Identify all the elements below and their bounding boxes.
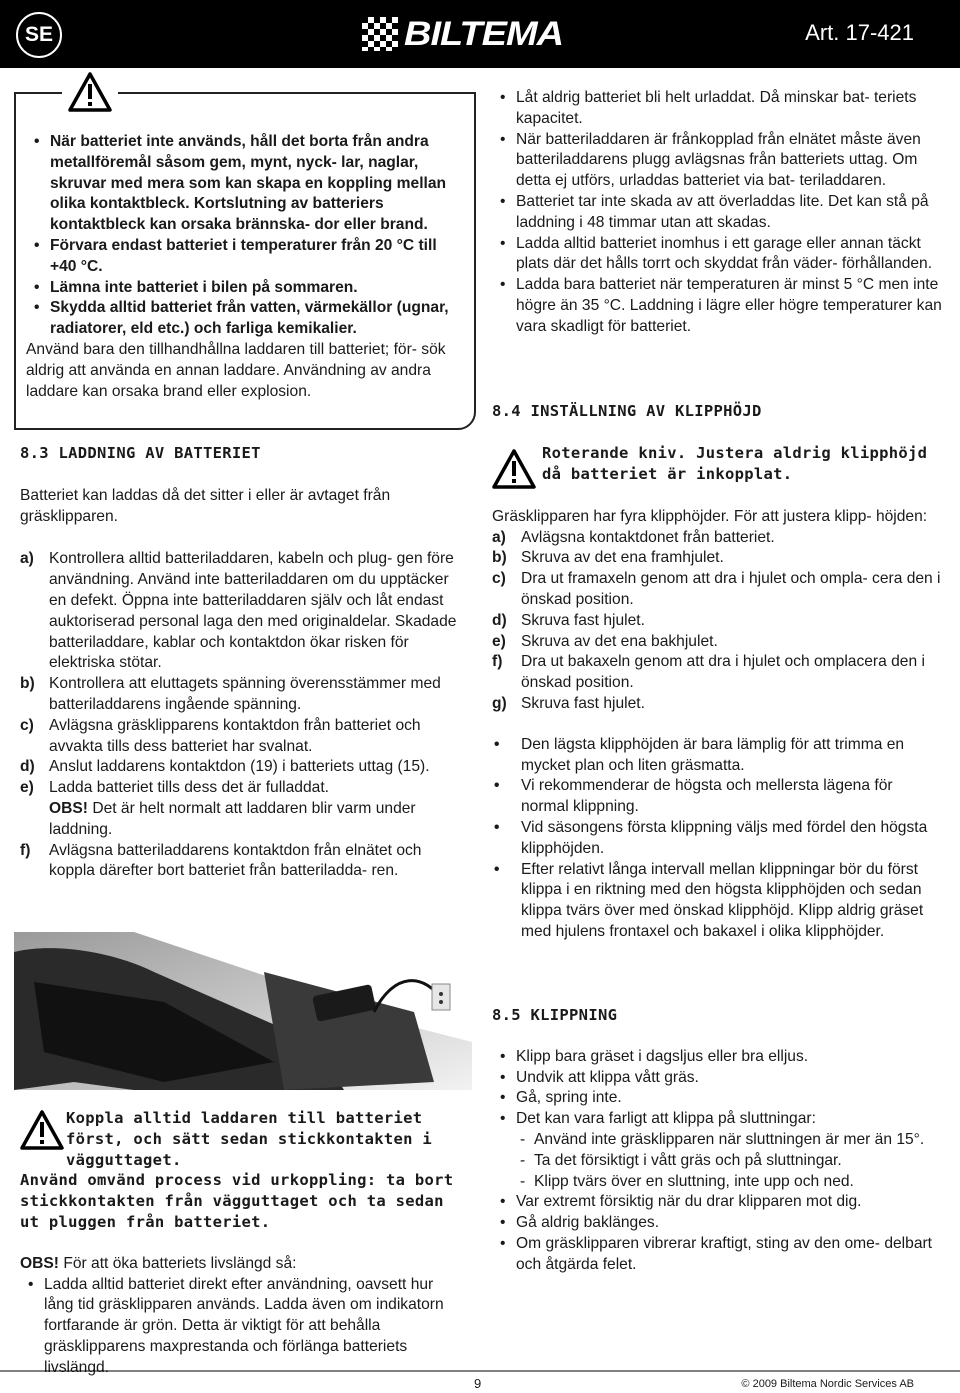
tip-bullet: • Batteriet tar inte skada av att överladdas lite. Det kan stå på laddning i 48 timmar utan att skadas. (492, 192, 942, 234)
mowing-bullet: • Var extremt försiktig när du drar klipparen mot dig. (492, 1192, 942, 1213)
warning-bullet: • Lämna inte batteriet i bilen på sommaren. (26, 278, 466, 299)
slope-dash: - Klipp tvärs över en sluttning, inte upp och ned. (492, 1172, 942, 1193)
step-item (492, 632, 942, 653)
page-header (0, 0, 960, 68)
step-item (20, 778, 470, 799)
warning-bullet: • Skydda alltid batteriet från vatten, värmekällor (ugnar, radiatorer, eld etc.) och farliga kemikalier. (26, 298, 466, 340)
tip-bullet: • Ladda alltid batteriet inomhus i ett garage eller annan täckt plats där det hålls torrt och skyddat från väder- förhållanden. (492, 234, 942, 276)
section-intro: Gräsklipparen har fyra klipphöjder. För att justera klipp- höjden: (492, 507, 928, 525)
step-item (492, 528, 942, 549)
step-text: Dra ut bakaxeln genom att dra i hjulet och omplacera den i önskad position. (521, 653, 925, 692)
step-letter: b) (20, 675, 35, 693)
steps-list (20, 549, 470, 882)
step-item (492, 652, 942, 694)
section-heading: 8.4 INSTÄLLNING AV KLIPPHÖJD (492, 402, 762, 420)
step-item (20, 549, 470, 674)
charging-photo (14, 932, 472, 1090)
step-text: Kontrollera att eluttagets spänning överensstämmer med batteriladdarens ingående spänning. (49, 675, 441, 713)
step-letter: a) (492, 528, 506, 546)
height-tips (492, 735, 942, 943)
obs-bullet: • Ladda alltid batteriet direkt efter användning, oavsett hur lång tid gräsklipparen används. Ladda även om indikatorn fortfarande är grön. Detta är viktigt för att behålla gräsklipparens maxprestanda och förlänga batteriets livslängd. (20, 1275, 465, 1379)
step-item (492, 694, 942, 715)
height-tip: • Den lägsta klipphöjden är bara lämplig för att trimma en mycket plan och liten gräsmatta. (494, 735, 905, 774)
step-letter: d) (492, 611, 507, 629)
copyright: © 2009 Biltema Nordic Services AB (741, 1378, 914, 1390)
step-text: Kontrollera alltid batteriladdaren, kabeln och plug- gen före användning. Använd inte batteriladdaren om du upptäcker en defekt. Öppna inte batteriladdaren själv och låt endast auktoriserad personal laga den med originaldelar. Skadade batteriladdare, kablar och kontaktdon ökar risken för elektriska stötar. (49, 550, 457, 672)
tip-bullet: • Ladda bara batteriet när temperaturen är minst 5 °C men inte högre än 35 °C. Laddning i lägre eller högre temperaturer kan vara skadligt för batteriet. (492, 275, 942, 337)
step-item (492, 611, 942, 632)
language-badge: SE (16, 12, 62, 58)
step-item (20, 757, 470, 778)
step-text: Skruva fast hjulet. (521, 694, 645, 712)
footer-divider (0, 1370, 960, 1374)
step-text: Avlägsna gräsklipparens kontaktdon från batteriet och avvakta tills dess batteriet har svalnat. (49, 716, 421, 755)
step-text: Avlägsna batteriladdarens kontaktdon från elnätet och koppla därefter bort batteriet från batteriladda- ren. (49, 841, 422, 880)
step-letter: c) (492, 570, 506, 588)
section-intro: Batteriet kan laddas då det sitter i eller är avtaget från gräsklipparen. (20, 486, 391, 525)
tip-bullet: • Låt aldrig batteriet bli helt urladdat. Då minskar bat- teriets kapacitet. (492, 88, 942, 130)
slope-dash: - Ta det försiktigt i vått gräs och på sluttningar. (492, 1151, 942, 1172)
battery-tips (492, 88, 942, 338)
height-tip: • Vid säsongens första klippning väljs med fördel den högsta klipphöjden. (494, 818, 928, 857)
step-letter: e) (492, 632, 506, 650)
step-text: Avlägsna kontaktdonet från batteriet. (521, 528, 775, 546)
step-letter: c) (20, 716, 34, 734)
step-letter: b) (492, 549, 507, 567)
warning-bullet: • Förvara endast batteriet i temperaturer från 20 °C till +40 °C. (26, 236, 466, 278)
mowing-bullet: • Gå aldrig baklänges. (492, 1213, 942, 1234)
charging-warning (20, 1108, 465, 1379)
step-item (20, 841, 470, 883)
warning-bullet: • När batteriet inte används, håll det borta från andra metallföremål såsom gem, mynt, nyck- lar, naglar, skruvar med mera som kan skapa en koppling mellan olika kontaktbleck. Kortslutning av batteriers kontaktbleck kan orsaka brännska- dor eller brand. (26, 132, 466, 236)
obs-label: OBS! (49, 799, 88, 817)
height-tip: • Vi rekommenderar de högsta och mellersta lägena för normal klippning. (494, 777, 893, 816)
step-item (492, 548, 942, 569)
charging-warning-line1: Koppla alltid laddaren till batteriet först, och sätt sedan stickkontakten i vägguttaget. (66, 1109, 433, 1169)
warning-triangle-icon (492, 449, 536, 496)
step-text: Ladda batteriet tills dess det är fulladdat. (49, 779, 329, 797)
step-text: Det är helt normalt att laddaren blir varm under laddning. (49, 799, 416, 838)
step-letter: f) (20, 841, 31, 859)
mowing-bullet: • Det kan vara farligt att klippa på sluttningar: (492, 1109, 942, 1130)
warning-triangle-icon (62, 72, 118, 117)
step-letter: a) (20, 550, 34, 568)
blade-warning (492, 443, 942, 487)
section-8-5 (492, 1005, 942, 1276)
mowing-bullet: • Klipp bara gräset i dagsljus eller bra elljus. (492, 1047, 942, 1068)
mowing-bullet: • Gå, spring inte. (492, 1088, 942, 1109)
step-text: Dra ut framaxeln genom att dra i hjulet och ompla- cera den i önskad position. (521, 570, 941, 608)
obs-text: För att öka batteriets livslängd så: (58, 1254, 297, 1272)
step-letter: f) (492, 653, 503, 671)
page-number: 9 (474, 1376, 482, 1391)
checkered-flag-icon (362, 17, 398, 51)
brand-name: BILTEMA (404, 14, 564, 53)
step-letter: g) (492, 694, 507, 712)
mowing-tips (492, 1047, 942, 1276)
obs-paragraph (20, 1254, 465, 1275)
step-item (20, 716, 470, 758)
charging-warning-line2: Använd omvänd process vid urkoppling: ta bort stickkontakten från vägguttaget och ta sedan ut pluggen från batteriet. (20, 1171, 454, 1231)
step-text: Skruva av det ena bakhjulet. (521, 632, 718, 650)
step-item (492, 569, 942, 611)
step-text: Anslut laddarens kontaktdon (19) i batteriets uttag (15). (49, 758, 430, 776)
step-letter: d) (20, 758, 35, 776)
slope-dash: - Använd inte gräsklipparen när sluttningen är mer än 15°. (492, 1130, 942, 1151)
article-number: Art. 17-421 (805, 20, 914, 45)
obs-label: OBS! (20, 1254, 59, 1272)
warning-box-content (26, 132, 466, 402)
warning-note: Använd bara den tillhandhållna laddaren till batteriet; för- sök aldrig att använda en annan laddare. Användning av andra laddare kan orsaka brand eller explosion. (26, 340, 446, 400)
height-tip: • Efter relativt långa intervall mellan klippningar bör du först klippa i en riktning med den högsta klipphöjden och sedan klippa tvärs över med önskad klipphöjd. Klipp aldrig gräset med hjulens frontaxel och bakaxel i olika klipphöjder. (494, 860, 924, 940)
step-item (20, 674, 470, 716)
blade-warning-text: Roterande kniv. Justera aldrig klipphöjd då batteriet är inkopplat. (542, 443, 928, 483)
step-letter: e) (20, 779, 34, 797)
step-item (20, 799, 470, 841)
brand-logo (362, 14, 563, 54)
section-8-4 (492, 401, 942, 943)
tip-bullet: • När batteriladdaren är frånkopplad från elnätet måste även batteriladdarens plugg avlägsnas från batteriets uttag. Om detta ej utförs, urladdas batteriet via bat- teriladdaren. (492, 130, 942, 192)
step-text: Skruva fast hjulet. (521, 611, 645, 629)
mowing-bullet: • Om gräsklipparen vibrerar kraftigt, sting av den ome- delbart och åtgärda felet. (492, 1234, 942, 1276)
warning-triangle-icon (20, 1110, 64, 1157)
mowing-bullet: • Undvik att klippa vått gräs. (492, 1068, 942, 1089)
section-heading: 8.5 KLIPPNING (492, 1006, 618, 1024)
section-heading: 8.3 LADDNING AV BATTERIET (20, 444, 261, 462)
step-text: Skruva av det ena framhjulet. (521, 549, 724, 567)
section-8-3 (20, 443, 470, 882)
